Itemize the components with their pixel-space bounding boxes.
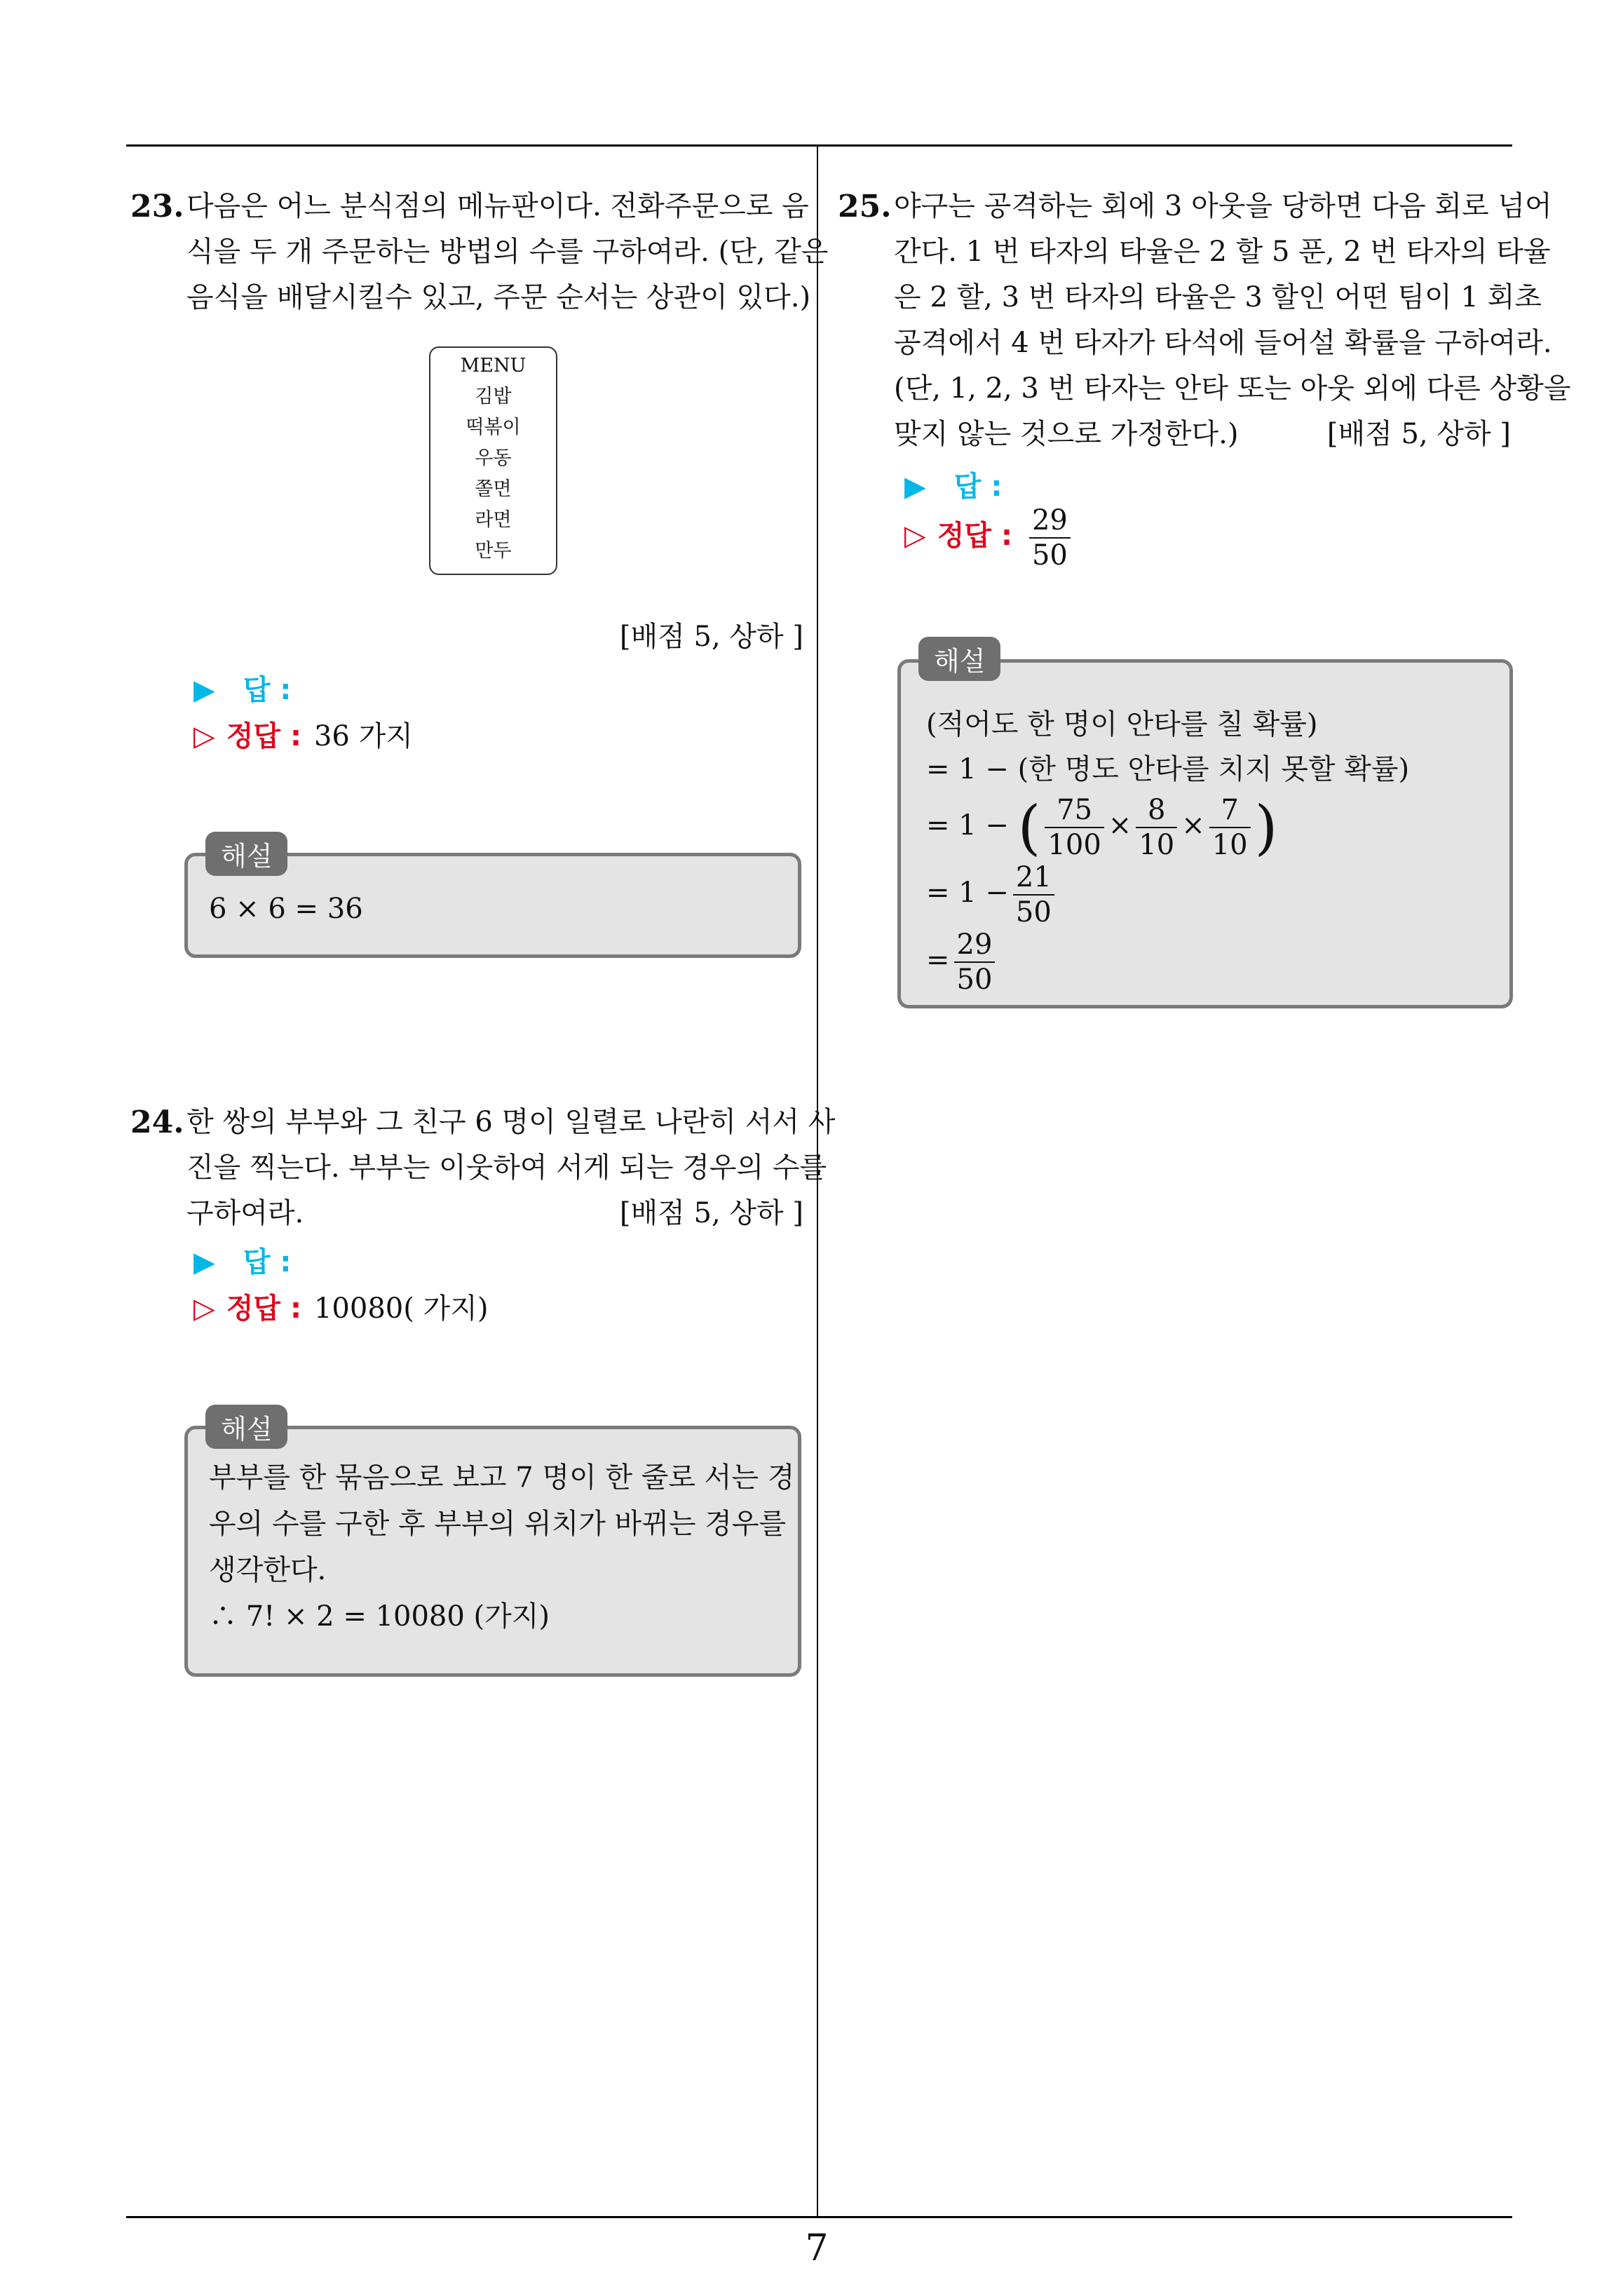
question-text-line: 다음은 어느 분식점의 메뉴판이다. 전화주문으로 음 [186,190,809,222]
fraction: $\frac{75}{100}$ [1045,793,1103,862]
question-24 [130,1100,836,1236]
solution-line: = $\frac{29}{50}$ [926,926,1409,994]
question-text-line: 한 쌍의 부부와 그 친구 6 명이 일렬로 나란히 서서 사 [186,1106,836,1138]
answer-line-23 [193,669,291,711]
solution-line: ∴ 7! × 2 = 10080 (가지) [209,1600,550,1633]
answer-line-25 [904,466,1002,508]
correct-line-24 [193,1288,488,1330]
correct-value: 10080( 가지) [313,1292,489,1325]
solution-line: = 1 − ( $\frac{75}{100}$ × $\frac{8}{10}$ × $\frac{7}{10}$ ) [926,793,1278,862]
question-number: 23. [130,189,184,224]
solution-line: 부부를 한 묶음으로 보고 7 명이 한 줄로 서는 경 [209,1461,795,1494]
answer-label: 답 : [243,674,292,706]
fraction: $\frac{7}{10}$ [1209,793,1251,862]
triangle-icon: ▶ [193,1246,215,1278]
solution-box-24 [184,1426,801,1677]
correct-line-23 [193,715,413,757]
solution-box-25 [897,659,1513,1008]
solution-tag: 해설 [918,637,1000,681]
fraction: $\frac{8}{10}$ [1136,793,1177,862]
points-label: [배점 5, 상하 ] [619,621,803,653]
top-rule [126,144,1512,147]
question-number: 24. [130,1105,184,1140]
menu-item: 라면 [475,509,512,531]
correct-label: 정답 : [937,520,1012,552]
answer-label: 답 : [953,471,1003,503]
question-text-line: 공격에서 4 번 타자가 타석에 들어설 확률을 구하여라. [894,327,1552,359]
solution-line: 생각한다. [209,1554,327,1586]
correct-label: 정답 : [226,720,301,752]
answer-line-24 [193,1241,291,1283]
question-text-line: 음식을 배달시킬수 있고, 주문 순서는 상관이 있다.) [186,281,811,313]
question-text-line: 야구는 공격하는 회에 3 아웃을 당하면 다음 회로 넘어 [894,190,1552,222]
menu-item: 우동 [475,447,512,469]
menu-item: 만두 [475,540,512,562]
correct-value: 36 가지 [313,720,413,752]
solution-line: (적어도 한 명이 안타를 칠 확률) [926,708,1318,741]
correct-line-25 [904,504,1075,572]
fraction: $\frac{21}{50}$ [1013,860,1054,929]
numerator: 29 [1029,504,1071,539]
outline-triangle-icon: ▷ [193,1292,215,1325]
question-text-line: 맞지 않는 것으로 가정한다.) [배점 5, 상하 ] [838,412,1511,457]
points-label: [배점 5, 상하 ] [1326,418,1511,450]
question-25 [838,184,1571,457]
question-text-line: 은 2 할, 3 번 타자의 타율은 3 할인 어떤 팀이 1 회초 [894,281,1542,313]
solution-line: = 1 − $\frac{21}{50}$ [926,859,1409,926]
solution-line: = 1 − (한 명도 안타를 치지 못할 확률) [926,753,1410,785]
points-23 [617,614,803,660]
denominator: 50 [1031,539,1068,572]
fraction: $\frac{29}{50}$ [954,928,996,997]
menu-item: 김밥 [475,386,512,407]
correct-label: 정답 : [226,1292,301,1325]
triangle-icon: ▶ [904,471,926,503]
solution-line: 우의 수를 구한 후 부부의 위치가 바뀌는 경우를 [209,1508,787,1540]
question-text-line: 식을 두 개 주문하는 방법의 수를 구하여라. (단, 같은 [186,236,829,268]
outline-triangle-icon: ▷ [904,520,926,552]
question-text-line: 간다. 1 번 타자의 타율은 2 할 5 푼, 2 번 타자의 타율 [894,236,1551,268]
solution-line: 6 × 6 = 36 [209,893,363,925]
points-label: [배점 5, 상하 ] [619,1197,803,1229]
question-23 [130,184,829,320]
menu-item: 떡볶이 [466,417,521,438]
solution-tag: 해설 [205,832,287,876]
page-number: 7 [805,2227,829,2269]
outline-triangle-icon: ▷ [193,720,215,752]
question-text-line: 구하여라. [배점 5, 상하 ] [130,1191,803,1236]
solution-tag: 해설 [205,1405,287,1449]
answer-label: 답 : [243,1246,292,1278]
menu-title: MENU [460,355,527,377]
menu-item: 쫄면 [475,478,512,500]
menu-board [429,346,557,575]
correct-fraction [1029,504,1071,572]
question-text-line: (단, 1, 2, 3 번 타자는 안타 또는 아웃 외에 다른 상황을 [894,372,1571,405]
question-text-line: 진을 찍는다. 부부는 이웃하여 서게 되는 경우의 수를 [186,1152,827,1184]
question-number: 25. [838,189,892,224]
triangle-icon: ▶ [193,674,215,706]
bottom-rule [126,2216,1512,2218]
